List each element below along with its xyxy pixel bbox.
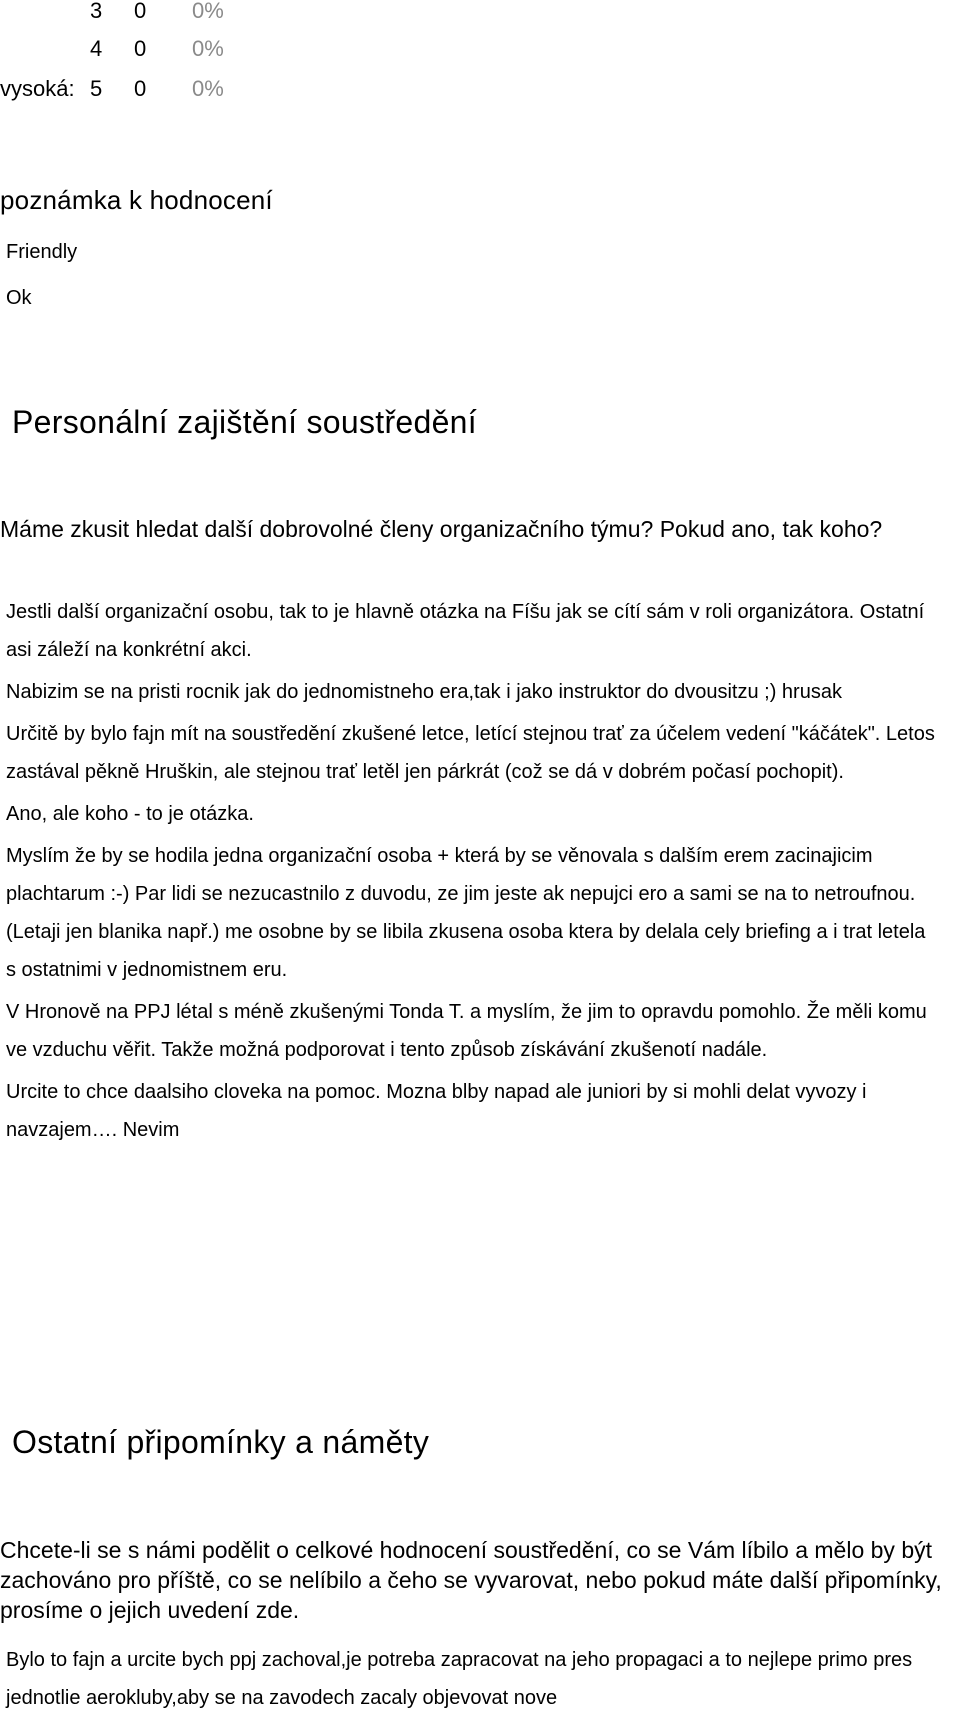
rating-percent: 0% bbox=[192, 36, 224, 61]
section-title-staffing: Personální zajištění soustředění bbox=[12, 404, 477, 440]
answer-item: Určitě by bylo fajn mít na soustředění zkušené letce, letící stejnou trať za účelem vedení "káčátek". Letos zastával pěkně Hruškin, ale stejnou trať letěl jen párkrát (což se dá v dobrém počasí pochopit). bbox=[6, 723, 935, 783]
note-item: Ok bbox=[6, 287, 32, 309]
answer-item: Nabizim se na pristi rocnik jak do jednomistneho era,tak i jako instruktor do dvousitzu ;) hrusak bbox=[6, 681, 842, 703]
rating-percent: 0% bbox=[192, 76, 224, 101]
note-item: Friendly bbox=[6, 241, 78, 263]
staffing-answers bbox=[6, 593, 936, 1153]
other-question: Chcete-li se s námi podělit o celkové hodnocení soustředění, co se Vám líbilo a mělo by být zachováno pro příště, co se nelíbilo a čeho se vyvarovat, nebo pokud máte další připomínky, prosíme o jejich uvedení zde. bbox=[0, 1537, 942, 1623]
staffing-question: Máme zkusit hledat další dobrovolné členy organizačního týmu? Pokud ano, tak koho? bbox=[0, 516, 883, 542]
answer-item: Ano, ale koho - to je otázka. bbox=[6, 803, 254, 825]
rating-row bbox=[0, 0, 260, 26]
rating-count: 0 bbox=[134, 76, 147, 101]
rating-percent: 0% bbox=[192, 0, 224, 23]
answer-item: Urcite to chce daalsiho cloveka na pomoc. Mozna blby napad ale juniori by si mohli delat vyvozy i navzajem…. Nevim bbox=[6, 1081, 867, 1141]
rating-level: 3 bbox=[90, 0, 103, 23]
answer-item: Jestli další organizační osobu, tak to je hlavně otázka na Fíšu jak se cítí sám v roli organizátora. Ostatní asi záleží na konkrétní akci. bbox=[6, 601, 925, 661]
rating-label: vysoká: bbox=[0, 76, 75, 101]
rating-row bbox=[0, 34, 260, 64]
section-title-other: Ostatní připomínky a náměty bbox=[12, 1424, 430, 1460]
rating-level: 5 bbox=[90, 76, 103, 101]
answer-item: Bylo to fajn a urcite bych ppj zachoval,je potreba zapracovat na jeho propagaci a to nejlepe primo pres jednotlie aerokluby,aby se na zavodech zacaly objevovat nove bbox=[6, 1649, 913, 1709]
answer-item: V Hronově na PPJ létal s méně zkušenými Tonda T. a myslím, že jim to opravdu pomohlo. Že měli komu ve vzduchu věřit. Takže možná podporovat i tento způsob získávání zkušenotí nadále. bbox=[6, 1001, 927, 1061]
rating-level: 4 bbox=[90, 36, 103, 61]
rating-note-title: poznámka k hodnocení bbox=[0, 185, 273, 215]
other-answers bbox=[6, 1641, 936, 1718]
rating-count: 0 bbox=[134, 0, 147, 23]
rating-row bbox=[0, 74, 260, 104]
rating-count: 0 bbox=[134, 36, 147, 61]
answer-item: Myslím že by se hodila jedna organizační osoba + která by se věnovala s dalším erem zacinajicim plachtarum :-) Par lidi se nezucastnilo z duvodu, ze jim jeste ak nepujci ero a sami se na to netroufnou. (Letaji jen blanika např.) me osobne by se libila zkusena osoba ktera by delala cely briefing a i trat letela s ostatnimi v jednomistnem eru. bbox=[6, 845, 926, 981]
